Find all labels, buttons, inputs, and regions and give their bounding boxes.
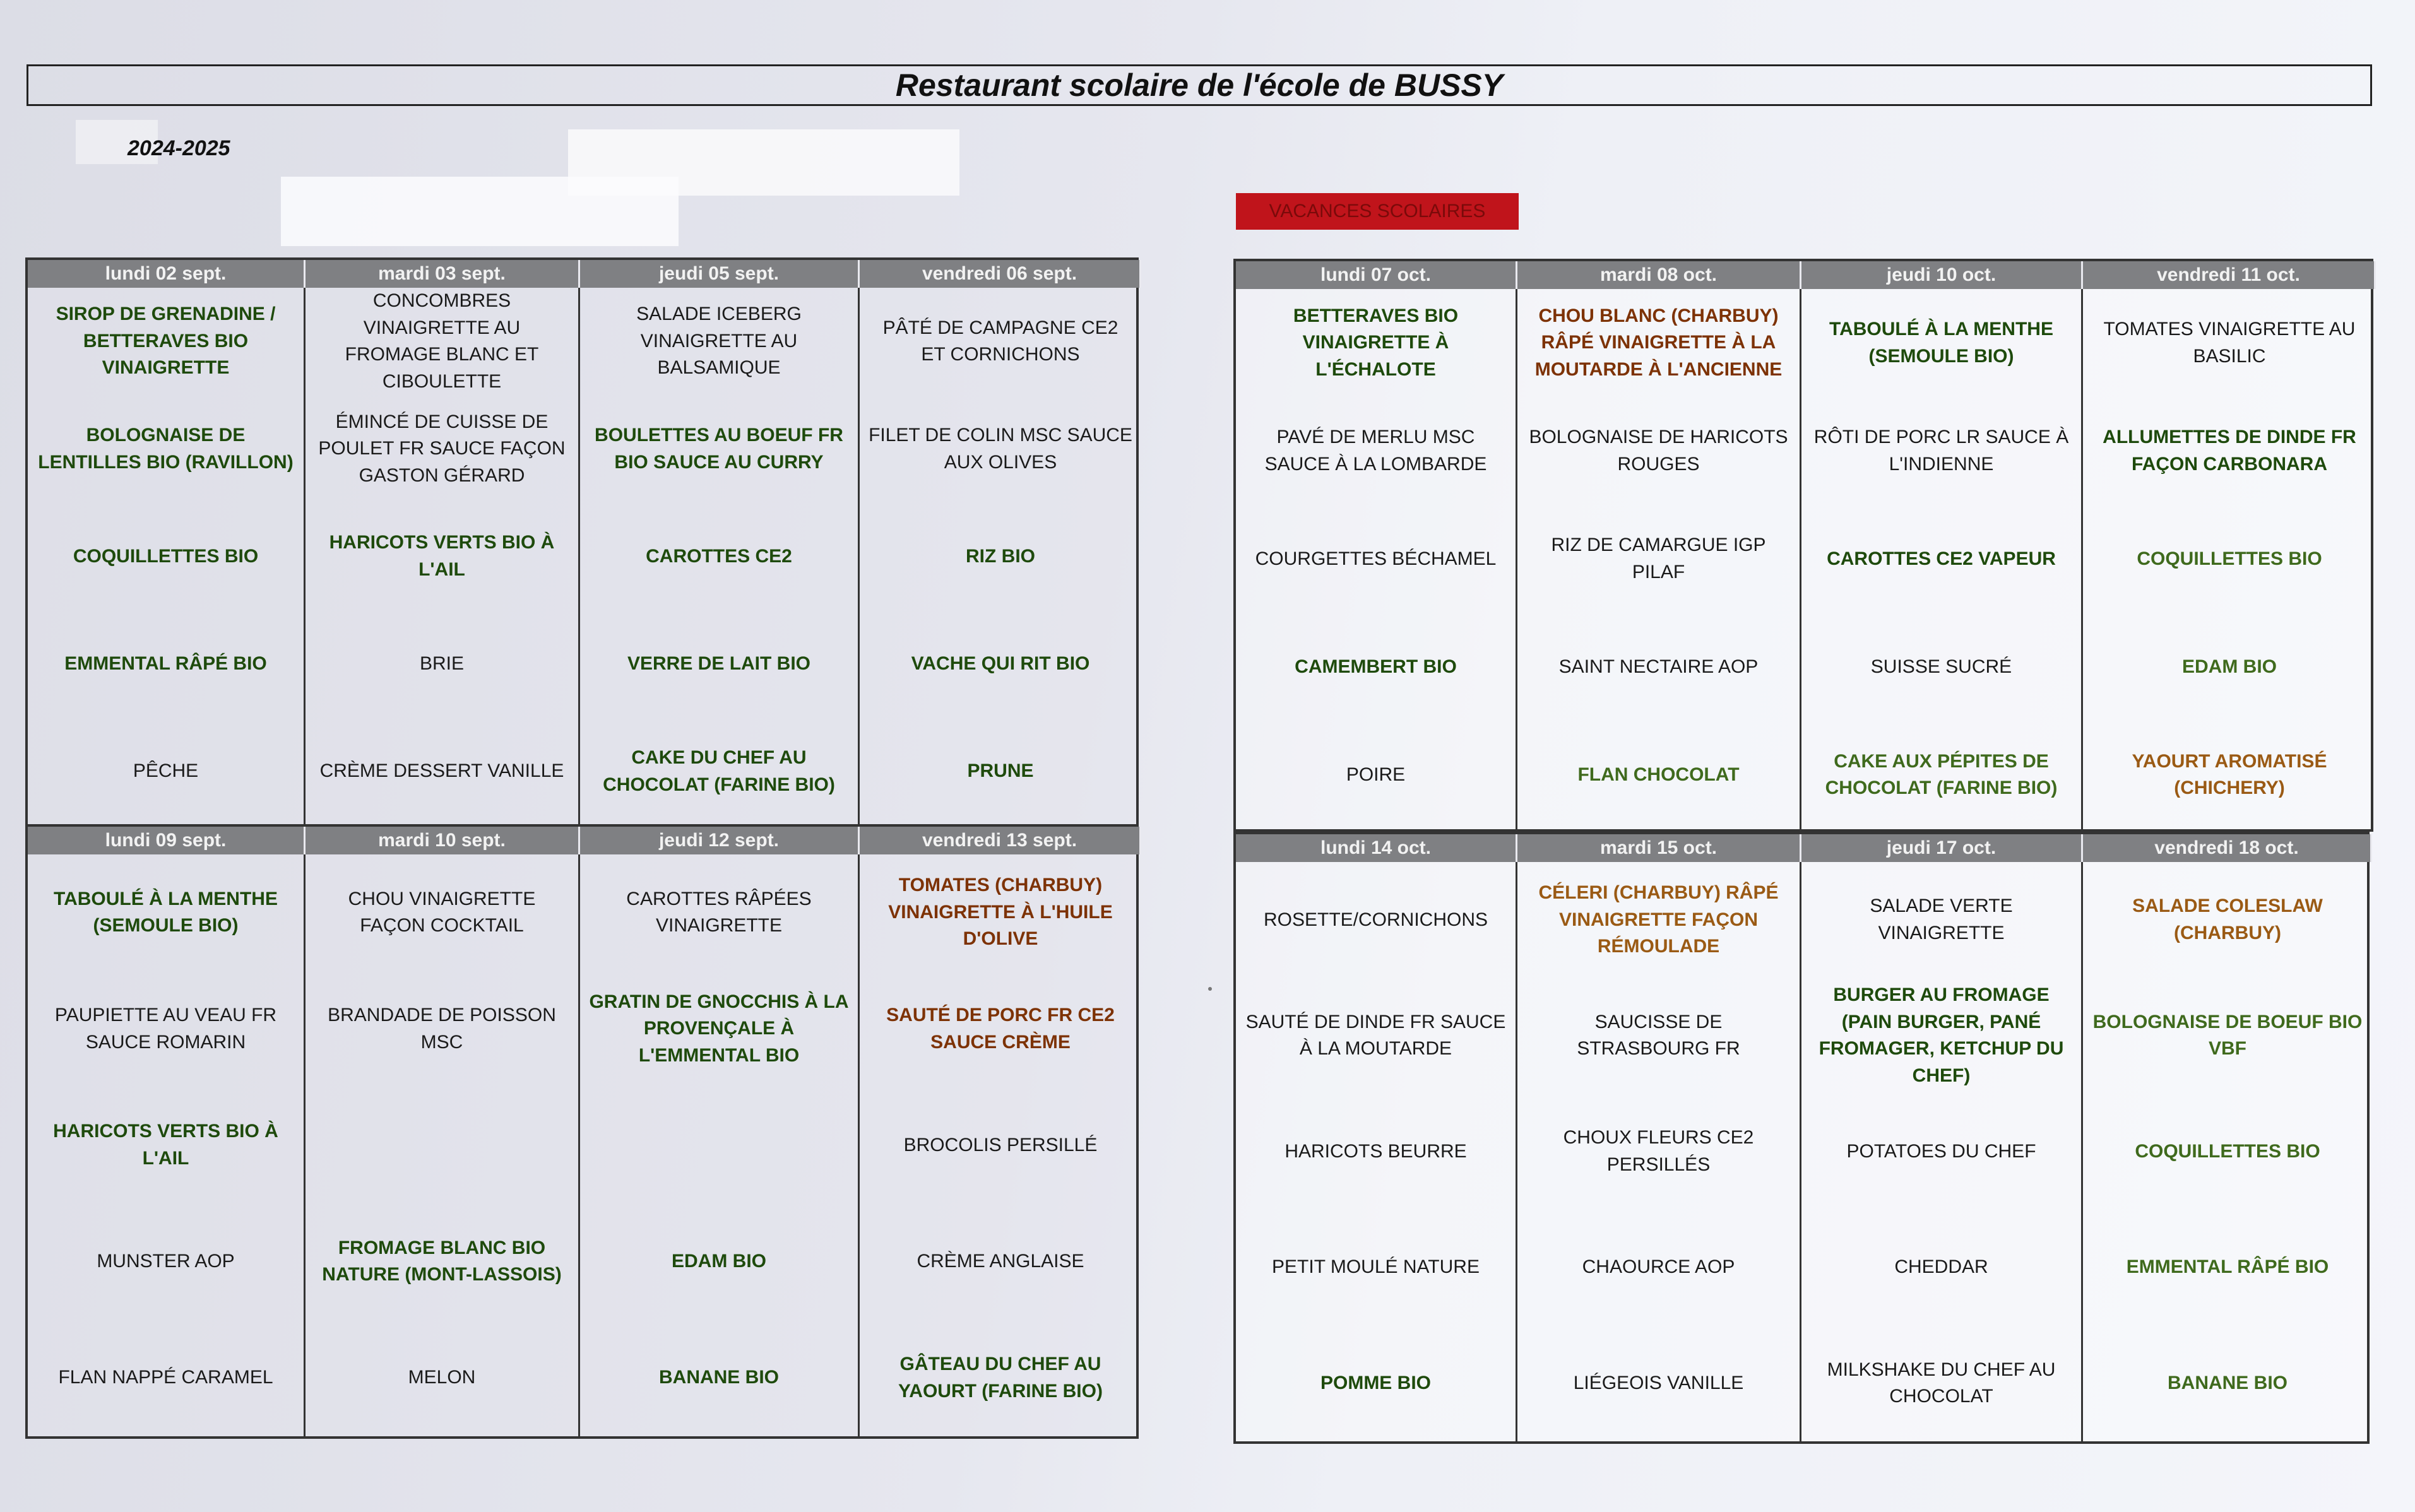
menu-item: LIÉGEOIS VANILLE [1573,1372,1744,1393]
menu-item: SALADE COLESLAW (CHARBUY) [2132,895,2323,943]
menu-item: CÉLERI (CHARBUY) RÂPÉ VINAIGRETTE FAÇON RÉMOULADE [1538,882,1779,957]
menu-item: CHOUX FLEURS CE2 PERSILLÉS [1563,1127,1754,1175]
week-block [1233,832,2370,1444]
day-header: mardi 08 oct. [1517,261,1801,289]
menu-item: TABOULÉ À LA MENTHE (SEMOULE BIO) [1829,319,2053,367]
menu-item: FILET DE COLIN MSC SAUCE AUX OLIVES [869,424,1132,473]
menu-item: POMME BIO [1320,1372,1431,1393]
menu-item: PETIT MOULÉ NATURE [1272,1256,1480,1278]
menu-item: CRÈME ANGLAISE [917,1251,1084,1272]
menu-item: HARICOTS VERTS BIO À L'AIL [53,1121,278,1169]
menu-item: CAROTTES CE2 VAPEUR [1827,548,2056,569]
day-column [580,288,860,825]
menu-item: FLAN NAPPÉ CARAMEL [58,1367,273,1388]
menu-item: RÔTI DE PORC LR SAUCE À L'INDIENNE [1813,427,2069,475]
day-header: jeudi 10 oct. [1801,261,2083,289]
menu-item: CHAOURCE AOP [1582,1256,1735,1278]
menu-item: CAKE DU CHEF AU CHOCOLAT (FARINE BIO) [603,747,835,795]
menu-item: CAKE AUX PÉPITES DE CHOCOLAT (FARINE BIO) [1825,750,2058,799]
menu-item: FROMAGE BLANC BIO NATURE (MONT-LASSOIS) [322,1237,562,1285]
menu-item: PAUPIETTE AU VEAU FR SAUCE ROMARIN [54,1005,277,1053]
day-header: vendredi 13 sept. [860,827,1141,854]
menu-item: BOLOGNAISE DE HARICOTS ROUGES [1529,427,1788,475]
menu-item: EDAM BIO [2182,656,2277,677]
day-header: mardi 03 sept. [306,260,580,288]
menu-item: SALADE VERTE VINAIGRETTE [1870,895,2013,943]
menu-item: PÊCHE [133,760,199,782]
day-column [860,854,1141,1436]
day-column [1801,289,2083,829]
day-column [1517,862,1801,1441]
menu-item: POIRE [1346,764,1406,786]
menu-item: ÉMINCÉ DE CUISSE DE POULET FR SAUCE FAÇON GASTON GÉRARD [318,411,566,486]
day-header: mardi 15 oct. [1517,834,1801,862]
menu-item: VERRE DE LAIT BIO [627,653,811,675]
menu-item: FLAN CHOCOLAT [1577,764,1740,786]
week-block [1233,259,2373,832]
menu-item: SAINT NECTAIRE AOP [1558,656,1759,677]
menu-item: CHOU VINAIGRETTE FAÇON COCKTAIL [348,888,536,936]
day-header: lundi 07 oct. [1236,261,1517,289]
menu-item: BROCOLIS PERSILLÉ [903,1134,1098,1155]
menu-item: TOMATES VINAIGRETTE AU BASILIC [2103,319,2356,367]
menu-item: PAVÉ DE MERLU MSC SAUCE À LA LOMBARDE [1264,427,1487,475]
menu-item: BANANE BIO [2167,1372,2287,1393]
menu-item: SAUCISSE DE STRASBOURG FR [1577,1011,1740,1060]
menu-item: HARICOTS BEURRE [1285,1140,1467,1162]
week-block [25,824,1139,1439]
menu-item: CHOU BLANC (CHARBUY) RÂPÉ VINAIGRETTE À LA MOUTARDE À L'ANCIENNE [1534,305,1783,380]
day-header: jeudi 12 sept. [580,827,860,854]
menu-item: PÂTÉ DE CAMPAGNE CE2 ET CORNICHONS [882,317,1118,365]
menu-item [580,1087,858,1203]
menu-item: CAROTTES CE2 [646,545,792,567]
day-column [2083,862,2372,1441]
menu-item: BURGER AU FROMAGE (PAIN BURGER, PANÉ FROMAGER, KETCHUP DU CHEF) [1819,984,2064,1086]
menu-item: TOMATES (CHARBUY) VINAIGRETTE À L'HUILE D'OLIVE [888,875,1113,950]
menu-item: COQUILLETTES BIO [73,545,259,567]
day-column [2083,289,2376,829]
menu-item: COQUILLETTES BIO [2135,1140,2320,1162]
menu-item: CHEDDAR [1894,1256,1988,1278]
menu-item: COQUILLETTES BIO [2137,548,2322,569]
menu-item [306,1087,578,1203]
day-header: jeudi 17 oct. [1801,834,2083,862]
menu-item: COURGETTES BÉCHAMEL [1255,548,1497,569]
menu-item: BRIE [419,653,465,675]
menu-item: MILKSHAKE DU CHEF AU CHOCOLAT [1827,1359,2056,1407]
school-year: 2024-2025 [128,136,230,160]
day-column [306,288,580,825]
day-column [860,288,1141,825]
day-header: vendredi 06 sept. [860,260,1141,288]
day-header: lundi 14 oct. [1236,834,1517,862]
menu-item: EMMENTAL RÂPÉ BIO [64,653,267,675]
day-column [1236,862,1517,1441]
speck [1208,987,1212,991]
day-column [1801,862,2083,1441]
menu-item: GRATIN DE GNOCCHIS À LA PROVENÇALE À L'EMMENTAL BIO [589,991,849,1066]
menu-item: GÂTEAU DU CHEF AU YAOURT (FARINE BIO) [898,1354,1103,1402]
menu-item: EDAM BIO [672,1251,766,1272]
menu-item: HARICOTS VERTS BIO À L'AIL [329,532,555,580]
menu-item: SUISSE SUCRÉ [1870,656,2012,677]
menu-item: CRÈME DESSERT VANILLE [319,760,564,782]
menu-item: ALLUMETTES DE DINDE FR FAÇON CARBONARA [2103,427,2356,475]
holiday-legend: VACANCES SCOLAIRES [1236,193,1519,230]
menu-item: BETTERAVES BIO VINAIGRETTE À L'ÉCHALOTE [1293,305,1459,380]
menu-item: SIROP DE GRENADINE / BETTERAVES BIO VINAIGRETTE [56,304,276,379]
menu-item: CAROTTES RÂPÉES VINAIGRETTE [626,888,812,936]
menu-item: RIZ DE CAMARGUE IGP PILAF [1551,535,1766,582]
day-header: jeudi 05 sept. [580,260,860,288]
day-header: vendredi 11 oct. [2083,261,2376,289]
day-header: lundi 02 sept. [28,260,306,288]
menu-item: TABOULÉ À LA MENTHE (SEMOULE BIO) [54,888,278,936]
menu-item: EMMENTAL RÂPÉ BIO [2126,1256,2329,1278]
menu-item: POTATOES DU CHEF [1846,1140,2036,1162]
tape-strip [281,177,679,246]
menu-item: BRANDADE DE POISSON MSC [328,1005,556,1053]
menu-item: CAMEMBERT BIO [1295,656,1457,677]
menu-item: BOLOGNAISE DE LENTILLES BIO (RAVILLON) [38,424,294,473]
menu-item: MELON [408,1367,476,1388]
day-header: mardi 10 sept. [306,827,580,854]
day-column [1517,289,1801,829]
menu-item: SALADE ICEBERG VINAIGRETTE AU BALSAMIQUE [636,304,802,379]
day-column [28,288,306,825]
day-column [28,854,306,1436]
week-block [25,257,1139,827]
menu-item: VACHE QUI RIT BIO [911,653,1090,675]
day-column [580,854,860,1436]
day-column [1236,289,1517,829]
menu-item: CONCOMBRES VINAIGRETTE AU FROMAGE BLANC ET CIBOULETTE [345,290,539,392]
menu-item: BOLOGNAISE DE BOEUF BIO VBF [2092,1011,2363,1060]
menu-item: PRUNE [967,760,1034,782]
menu-item: ROSETTE/CORNICHONS [1263,909,1488,930]
menu-item: BANANE BIO [658,1367,779,1388]
menu-item: RIZ BIO [966,545,1035,567]
day-header: lundi 09 sept. [28,827,306,854]
menu-item: SAUTÉ DE DINDE FR SAUCE À LA MOUTARDE [1245,1011,1506,1060]
menu-item: BOULETTES AU BOEUF FR BIO SAUCE AU CURRY [595,424,843,473]
menu-item: YAOURT AROMATISÉ (CHICHERY) [2132,750,2327,799]
day-header: vendredi 18 oct. [2083,834,2372,862]
page-title: Restaurant scolaire de l'école de BUSSY [27,64,2372,106]
day-column [306,854,580,1436]
menu-item: MUNSTER AOP [97,1251,235,1272]
menu-item: SAUTÉ DE PORC FR CE2 SAUCE CRÈME [886,1005,1115,1053]
